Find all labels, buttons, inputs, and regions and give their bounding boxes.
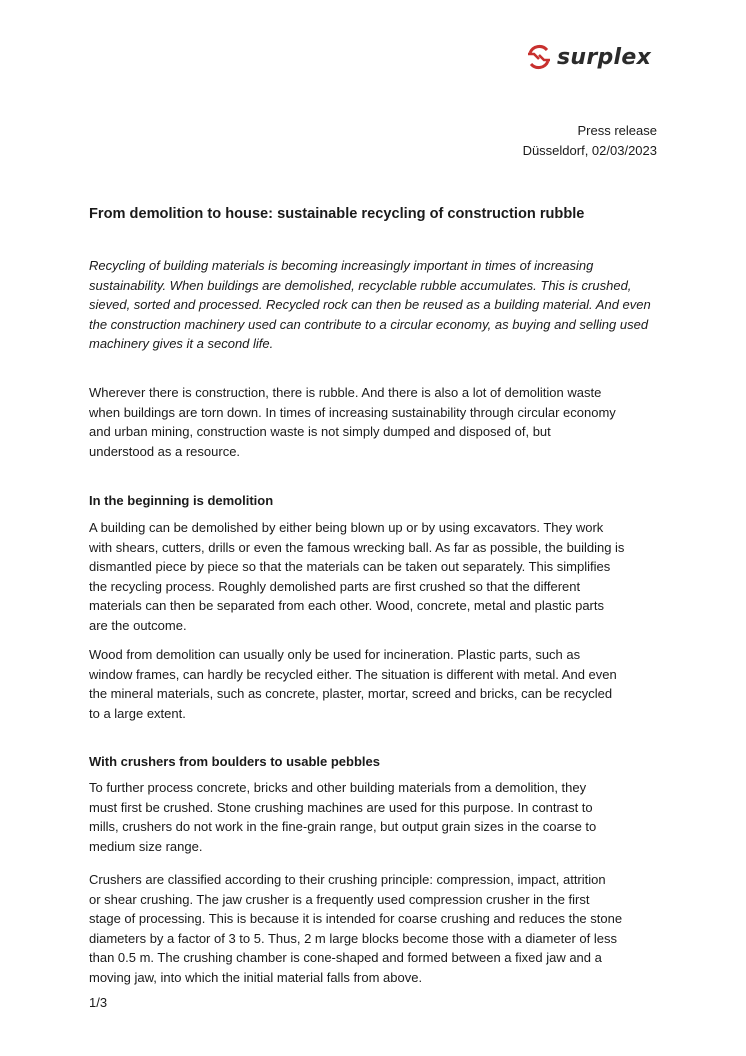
- text-line: medium size range.: [89, 838, 203, 854]
- logo-text: surplex: [557, 44, 652, 70]
- place-date: Düsseldorf, 02/03/2023: [522, 142, 657, 158]
- document-type: Press release: [577, 123, 657, 138]
- paragraph: [89, 518, 669, 636]
- text-line: stage of processing. This is because it is intended for coarse crushing and reduces the stone: [89, 911, 623, 927]
- text-line: Recycling of building materials is becoming increasingly important in times of increasing: [89, 258, 594, 273]
- text-line: the recycling process. Roughly demolished parts are first crushed so that the different: [89, 578, 581, 594]
- text-line: and urban mining, construction waste is not simply dumped and disposed of, but: [89, 424, 551, 440]
- text-line: with shears, cutters, drills or even the famous wrecking ball. As far as possible, the building is: [89, 539, 625, 555]
- text-line: window frames, can hardly be recycled either. The situation is different with metal. And even: [89, 666, 617, 682]
- paragraph: [89, 383, 669, 461]
- text-line: diameters by a factor of 3 to 5. Thus, 2 m large blocks become those with a diameter of less: [89, 930, 617, 946]
- text-line: the construction machinery used can contribute to a circular economy, as buying and selling used: [89, 316, 649, 332]
- text-line: must first be crushed. Stone crushing machines are used for this purpose. In contrast to: [89, 799, 593, 815]
- section-heading: [89, 491, 669, 511]
- text-line: In the beginning is demolition: [89, 493, 274, 508]
- text-line: With crushers from boulders to usable pebbles: [89, 754, 380, 769]
- text-line: when buildings are torn down. In times of increasing sustainability through circular economy: [89, 404, 616, 420]
- press-meta: [523, 121, 657, 160]
- text-line: to a large extent.: [89, 705, 186, 721]
- paragraph: [89, 645, 669, 723]
- text-line: are the outcome.: [89, 617, 187, 633]
- text-line: Crushers are classified according to their crushing principle: compression, impact, attrition: [89, 872, 606, 887]
- text-line: understood as a resource.: [89, 443, 241, 459]
- page-number: 1/3: [89, 995, 108, 1010]
- paragraph: [89, 778, 669, 856]
- surplex-logo: [526, 44, 651, 70]
- text-line: mills, crushers do not work in the fine-grain range, but output grain sizes in the coarse to: [89, 819, 597, 835]
- text-line: the mineral materials, such as concrete, plaster, mortar, screed and bricks, can be recycled: [89, 686, 613, 702]
- text-line: Wood from demolition can usually only be used for incineration. Plastic parts, such as: [89, 647, 581, 662]
- text-line: dismantled piece by piece so that the materials can be taken out separately. This simplifies: [89, 559, 611, 575]
- text-line: sustainability. When buildings are demolished, recyclable rubble accumulates. This is crushed,: [89, 277, 632, 293]
- text-line: than 0.5 m. The crushing chamber is cone-shaped and formed between a fixed jaw and a: [89, 950, 602, 966]
- page-title: From demolition to house: sustainable recycling of construction rubble: [89, 206, 585, 222]
- section-heading: [89, 752, 669, 772]
- text-line: A building can be demolished by either being blown up or by using excavators. They work: [89, 520, 604, 535]
- text-line: To further process concrete, bricks and other building materials from a demolition, they: [89, 780, 587, 795]
- text-line: Wherever there is construction, there is rubble. And there is also a lot of demolition waste: [89, 385, 602, 400]
- lead-paragraph: [89, 256, 669, 354]
- surplex-logo-icon: [526, 44, 552, 70]
- paragraph: [89, 870, 669, 988]
- text-line: sieved, sorted and processed. Recycled rock can then be reused as a building material. And even: [89, 297, 651, 313]
- text-line: moving jaw, into which the initial material falls from above.: [89, 969, 423, 985]
- text-line: machinery gives it a second life.: [89, 336, 274, 352]
- text-line: or shear crushing. The jaw crusher is a frequently used compression crusher in the first: [89, 891, 590, 907]
- text-line: materials can then be separated from each other. Wood, concrete, metal and plastic parts: [89, 598, 604, 614]
